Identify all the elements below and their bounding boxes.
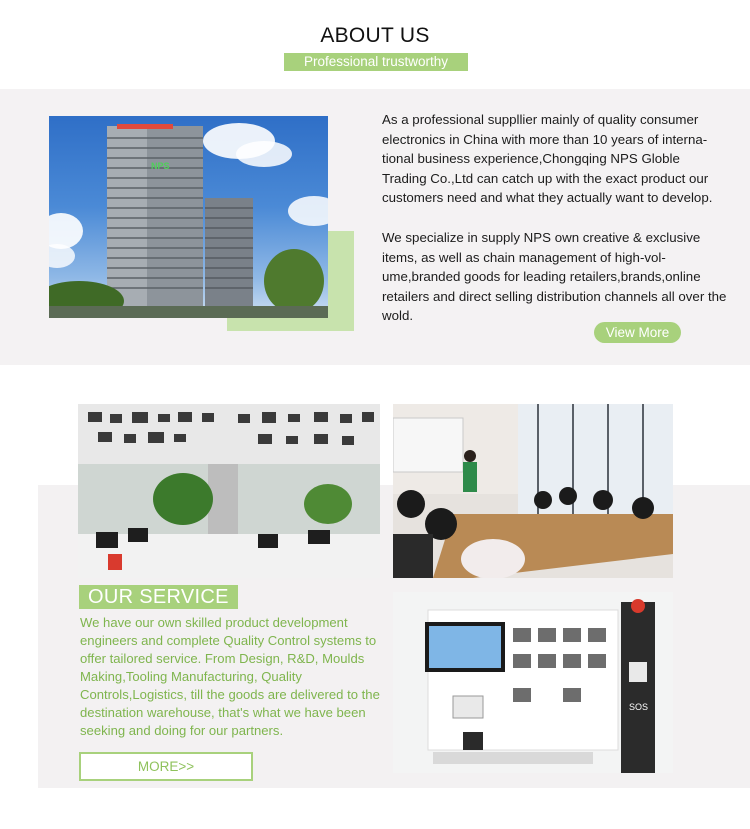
showroom-photo <box>393 592 673 773</box>
page-title: ABOUT US <box>320 24 430 47</box>
office-photo <box>78 404 380 578</box>
meeting-photo <box>393 404 673 578</box>
svg-text:SOS: SOS <box>629 702 649 712</box>
service-description: We have our own skilled product development engineers and complete Quality Control systems to offer tailored service. From Design, R&D, Moulds Making,Tooling Manufacturing, Quality Controls,Logistics, till the goods are delivered to the destination warehouse, that's what we have been seeking and doing for our partners. <box>80 615 380 738</box>
subtitle-badge: Professional trustworthy <box>284 53 468 71</box>
company-building-photo <box>49 116 328 318</box>
about-paragraph-2: We specialize in supply NPS own creative & exclusive items, as well as chain management of high-vol- ume,branded goods for leading retailers,brands,online retailers and direct selling distribution channels all over the wold. <box>382 230 727 323</box>
service-title: OUR SERVICE <box>79 585 238 609</box>
view-more-button[interactable]: View More <box>594 322 681 343</box>
svg-text:NPS: NPS <box>151 161 170 171</box>
more-button[interactable]: MORE>> <box>79 752 253 781</box>
about-paragraph-1: As a professional suppllier mainly of quality consumer electronics in China with more than 10 years of interna- tional business experience,Chongqing NPS Globle Trading Co.,Ltd can catch up with the exact product our customers need and what they actually want to develop. <box>382 112 713 205</box>
